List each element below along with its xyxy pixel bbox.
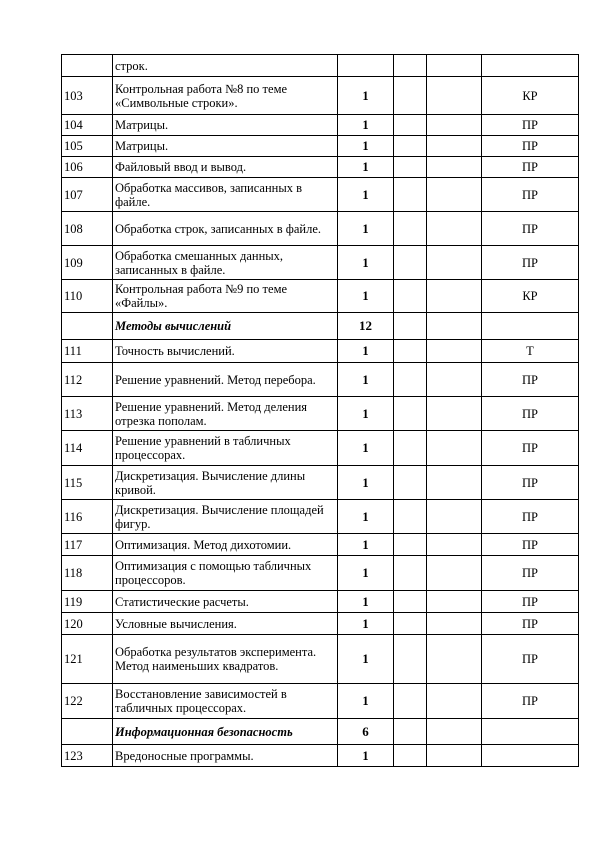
date-fact-cell bbox=[427, 363, 482, 397]
table-row bbox=[62, 591, 579, 613]
lesson-type: ПР bbox=[482, 591, 579, 613]
date-plan-cell bbox=[394, 55, 427, 77]
table-row bbox=[62, 556, 579, 591]
lesson-type: ПР bbox=[482, 635, 579, 684]
date-plan-cell bbox=[394, 613, 427, 635]
lesson-type: ПР bbox=[482, 500, 579, 534]
lesson-topic: Контрольная работа №8 по теме «Символьные строки». bbox=[113, 77, 338, 115]
date-fact-cell bbox=[427, 157, 482, 178]
date-fact-cell bbox=[427, 613, 482, 635]
lesson-number: 119 bbox=[62, 591, 113, 613]
lesson-hours: 12 bbox=[338, 313, 394, 340]
date-plan-cell bbox=[394, 340, 427, 363]
date-plan-cell bbox=[394, 431, 427, 466]
lesson-hours bbox=[338, 55, 394, 77]
table-row bbox=[62, 534, 579, 556]
lesson-hours: 1 bbox=[338, 136, 394, 157]
table-row bbox=[62, 745, 579, 767]
date-plan-cell bbox=[394, 534, 427, 556]
table-row bbox=[62, 500, 579, 534]
lesson-number: 103 bbox=[62, 77, 113, 115]
lesson-type bbox=[482, 55, 579, 77]
lesson-hours: 1 bbox=[338, 178, 394, 212]
date-fact-cell bbox=[427, 313, 482, 340]
date-plan-cell bbox=[394, 313, 427, 340]
lesson-topic: Обработка результатов эксперимента. Метод наименьших квадратов. bbox=[113, 635, 338, 684]
lesson-number: 114 bbox=[62, 431, 113, 466]
lesson-topic: Контрольная работа №9 по теме «Файлы». bbox=[113, 280, 338, 313]
table-row bbox=[62, 340, 579, 363]
table-row bbox=[62, 136, 579, 157]
table-row bbox=[62, 212, 579, 246]
lesson-number: 106 bbox=[62, 157, 113, 178]
date-plan-cell bbox=[394, 178, 427, 212]
lesson-type: ПР bbox=[482, 684, 579, 719]
lesson-number: 110 bbox=[62, 280, 113, 313]
lesson-number: 120 bbox=[62, 613, 113, 635]
lesson-hours: 1 bbox=[338, 280, 394, 313]
lesson-type: ПР bbox=[482, 556, 579, 591]
date-fact-cell bbox=[427, 115, 482, 136]
lesson-type: ПР bbox=[482, 212, 579, 246]
lesson-hours: 1 bbox=[338, 340, 394, 363]
lesson-number: 105 bbox=[62, 136, 113, 157]
table-row bbox=[62, 157, 579, 178]
lesson-type bbox=[482, 313, 579, 340]
lesson-plan-body bbox=[62, 55, 579, 767]
lesson-number: 121 bbox=[62, 635, 113, 684]
lesson-hours: 1 bbox=[338, 684, 394, 719]
lesson-hours: 1 bbox=[338, 246, 394, 280]
lesson-topic: Обработка строк, записанных в файле. bbox=[113, 212, 338, 246]
lesson-hours: 1 bbox=[338, 534, 394, 556]
lesson-number: 123 bbox=[62, 745, 113, 767]
date-plan-cell bbox=[394, 500, 427, 534]
lesson-number: 113 bbox=[62, 397, 113, 431]
lesson-number: 104 bbox=[62, 115, 113, 136]
section-row bbox=[62, 313, 579, 340]
lesson-hours: 1 bbox=[338, 157, 394, 178]
table-row bbox=[62, 363, 579, 397]
lesson-type bbox=[482, 745, 579, 767]
lesson-topic: Матрицы. bbox=[113, 136, 338, 157]
lesson-hours: 1 bbox=[338, 556, 394, 591]
date-fact-cell bbox=[427, 500, 482, 534]
date-fact-cell bbox=[427, 280, 482, 313]
date-fact-cell bbox=[427, 136, 482, 157]
date-fact-cell bbox=[427, 591, 482, 613]
lesson-number: 118 bbox=[62, 556, 113, 591]
lesson-type: ПР bbox=[482, 534, 579, 556]
date-fact-cell bbox=[427, 466, 482, 500]
lesson-number: 111 bbox=[62, 340, 113, 363]
lesson-hours: 1 bbox=[338, 500, 394, 534]
date-plan-cell bbox=[394, 246, 427, 280]
lesson-topic: Информационная безопасность bbox=[113, 719, 338, 745]
date-fact-cell bbox=[427, 556, 482, 591]
lesson-topic: Восстановление зависимостей в табличных процессорах. bbox=[113, 684, 338, 719]
lesson-number bbox=[62, 55, 113, 77]
date-fact-cell bbox=[427, 178, 482, 212]
lesson-topic: Методы вычислений bbox=[113, 313, 338, 340]
date-plan-cell bbox=[394, 280, 427, 313]
lesson-number: 115 bbox=[62, 466, 113, 500]
lesson-hours: 1 bbox=[338, 431, 394, 466]
lesson-plan-table bbox=[61, 54, 579, 767]
date-fact-cell bbox=[427, 246, 482, 280]
lesson-topic: Дискретизация. Вычисление длины кривой. bbox=[113, 466, 338, 500]
lesson-number: 116 bbox=[62, 500, 113, 534]
date-fact-cell bbox=[427, 745, 482, 767]
date-plan-cell bbox=[394, 397, 427, 431]
lesson-number: 108 bbox=[62, 212, 113, 246]
date-fact-cell bbox=[427, 397, 482, 431]
date-fact-cell bbox=[427, 77, 482, 115]
lesson-number bbox=[62, 313, 113, 340]
date-plan-cell bbox=[394, 115, 427, 136]
table-row bbox=[62, 635, 579, 684]
lesson-type: ПР bbox=[482, 246, 579, 280]
date-plan-cell bbox=[394, 77, 427, 115]
date-fact-cell bbox=[427, 719, 482, 745]
lesson-type: КР bbox=[482, 280, 579, 313]
lesson-topic: Решение уравнений в табличных процессорах. bbox=[113, 431, 338, 466]
table-row bbox=[62, 684, 579, 719]
date-plan-cell bbox=[394, 591, 427, 613]
lesson-number: 112 bbox=[62, 363, 113, 397]
lesson-type: КР bbox=[482, 77, 579, 115]
lesson-topic: Решение уравнений. Метод перебора. bbox=[113, 363, 338, 397]
section-row bbox=[62, 719, 579, 745]
date-fact-cell bbox=[427, 431, 482, 466]
lesson-hours: 1 bbox=[338, 115, 394, 136]
table-row bbox=[62, 613, 579, 635]
table-row bbox=[62, 77, 579, 115]
lesson-hours: 1 bbox=[338, 591, 394, 613]
lesson-type: ПР bbox=[482, 115, 579, 136]
lesson-topic: Оптимизация с помощью табличных процессоров. bbox=[113, 556, 338, 591]
lesson-type bbox=[482, 719, 579, 745]
table-row bbox=[62, 178, 579, 212]
date-fact-cell bbox=[427, 635, 482, 684]
lesson-topic: Обработка массивов, записанных в файле. bbox=[113, 178, 338, 212]
date-plan-cell bbox=[394, 212, 427, 246]
lesson-hours: 1 bbox=[338, 466, 394, 500]
lesson-number: 122 bbox=[62, 684, 113, 719]
date-plan-cell bbox=[394, 635, 427, 684]
lesson-type: ПР bbox=[482, 613, 579, 635]
lesson-type: ПР bbox=[482, 466, 579, 500]
lesson-topic: Дискретизация. Вычисление площадей фигур. bbox=[113, 500, 338, 534]
lesson-topic: Решение уравнений. Метод деления отрезка пополам. bbox=[113, 397, 338, 431]
date-fact-cell bbox=[427, 55, 482, 77]
lesson-type: ПР bbox=[482, 178, 579, 212]
table-row bbox=[62, 246, 579, 280]
lesson-topic: Файловый ввод и вывод. bbox=[113, 157, 338, 178]
date-plan-cell bbox=[394, 684, 427, 719]
lesson-type: ПР bbox=[482, 397, 579, 431]
lesson-number bbox=[62, 719, 113, 745]
lesson-hours: 1 bbox=[338, 212, 394, 246]
lesson-number: 107 bbox=[62, 178, 113, 212]
table-row bbox=[62, 397, 579, 431]
lesson-topic: Вредоносные программы. bbox=[113, 745, 338, 767]
lesson-hours: 1 bbox=[338, 613, 394, 635]
lesson-hours: 1 bbox=[338, 745, 394, 767]
date-fact-cell bbox=[427, 212, 482, 246]
table-row bbox=[62, 115, 579, 136]
lesson-hours: 1 bbox=[338, 363, 394, 397]
lesson-topic: Матрицы. bbox=[113, 115, 338, 136]
lesson-hours: 1 bbox=[338, 77, 394, 115]
lesson-type: ПР bbox=[482, 157, 579, 178]
lesson-hours: 1 bbox=[338, 635, 394, 684]
date-plan-cell bbox=[394, 136, 427, 157]
date-plan-cell bbox=[394, 745, 427, 767]
lesson-type: Т bbox=[482, 340, 579, 363]
lesson-topic: Статистические расчеты. bbox=[113, 591, 338, 613]
lesson-type: ПР bbox=[482, 136, 579, 157]
date-fact-cell bbox=[427, 534, 482, 556]
lesson-type: ПР bbox=[482, 431, 579, 466]
lesson-topic: Оптимизация. Метод дихотомии. bbox=[113, 534, 338, 556]
lesson-hours: 6 bbox=[338, 719, 394, 745]
lesson-number: 117 bbox=[62, 534, 113, 556]
date-fact-cell bbox=[427, 684, 482, 719]
date-fact-cell bbox=[427, 340, 482, 363]
date-plan-cell bbox=[394, 719, 427, 745]
lesson-topic: Условные вычисления. bbox=[113, 613, 338, 635]
lesson-number: 109 bbox=[62, 246, 113, 280]
lesson-topic: Обработка смешанных данных, записанных в файле. bbox=[113, 246, 338, 280]
table-row bbox=[62, 280, 579, 313]
lesson-topic: строк. bbox=[113, 55, 338, 77]
date-plan-cell bbox=[394, 363, 427, 397]
table-row bbox=[62, 466, 579, 500]
date-plan-cell bbox=[394, 466, 427, 500]
table-row bbox=[62, 431, 579, 466]
lesson-hours: 1 bbox=[338, 397, 394, 431]
table-row bbox=[62, 55, 579, 77]
date-plan-cell bbox=[394, 157, 427, 178]
lesson-type: ПР bbox=[482, 363, 579, 397]
date-plan-cell bbox=[394, 556, 427, 591]
lesson-topic: Точность вычислений. bbox=[113, 340, 338, 363]
